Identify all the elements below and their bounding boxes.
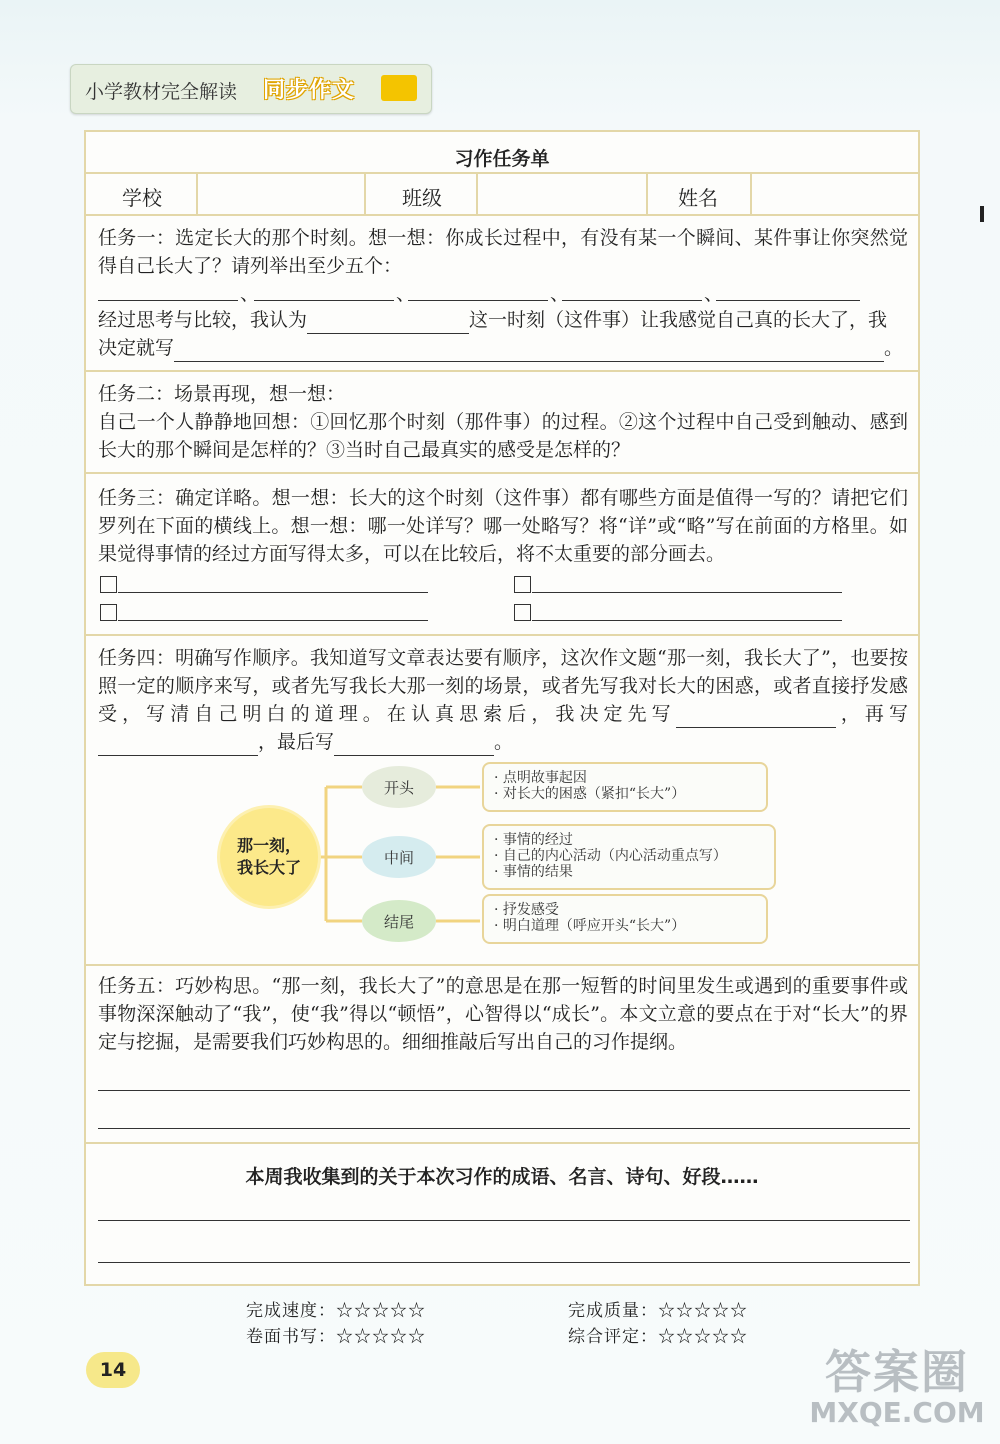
page-number: 14 xyxy=(86,1352,140,1388)
mindmap-node-middle: 中间 xyxy=(362,836,436,878)
task5-text: 任务五：巧妙构思。“那一刻，我长大了”的意思是在那一短暂的时间里发生或遇到的重要事件或事物深深触动了“我”，使“我”得以“顿悟”，心智得以“成长”。本文立意的要点在于对“长大”的界定与挖掘，是需要我们巧妙构思的。细细推敲后写出自己的习作提纲。 xyxy=(98,975,908,1053)
task4-body: 任务四：明确写作顺序。我知道写文章表达要有顺序，这次作文题“那一刻，我长大了”，也要按照一定的顺序来写，或者先写我长大那一刻的场景，或者先写我对长大的困惑，或者直接抒发感受，写清自己明白的道理。在认真思索后，我决定先写 xyxy=(98,647,908,725)
divider xyxy=(750,172,752,214)
watermark xyxy=(802,1346,992,1436)
answer-line[interactable] xyxy=(98,300,238,301)
root-line2: 我长大了 xyxy=(236,858,301,877)
rating-writing: 卷面书写：☆☆☆☆☆ xyxy=(246,1327,426,1347)
task1-choice-line xyxy=(98,306,908,334)
task1-text: 任务一：选定长大的那个时刻。想一想：你成长过程中，有没有某一个瞬间、某件事让你突然觉得自己长大了？请列举出至少五个： xyxy=(98,227,908,277)
answer-line[interactable] xyxy=(532,620,842,621)
mindmap-box-start xyxy=(482,762,768,812)
detail-checkbox[interactable] xyxy=(514,576,531,593)
divider xyxy=(86,472,918,474)
answer-line[interactable] xyxy=(118,592,428,593)
mindmap-item: · 对长大的困惑（紧扣“长大”） xyxy=(494,786,686,802)
divider xyxy=(196,172,198,214)
task1-choice-suffix: 这一时刻（这件事）让我感觉自己真的长大了，我 xyxy=(469,309,888,331)
sheet-title: 习作任务单 xyxy=(454,148,550,170)
rating-overall: 综合评定：☆☆☆☆☆ xyxy=(568,1327,748,1347)
answer-line[interactable] xyxy=(254,300,394,301)
detail-checkbox[interactable] xyxy=(100,576,117,593)
separator: 、 xyxy=(704,283,724,305)
task4-text xyxy=(98,644,908,756)
mindmap-item: · 点明故事起因 xyxy=(494,770,587,786)
answer-line[interactable] xyxy=(98,1128,910,1129)
answer-line[interactable] xyxy=(98,1090,910,1091)
divider xyxy=(364,172,366,214)
divider xyxy=(86,634,918,636)
divider xyxy=(86,370,918,372)
answer-line[interactable] xyxy=(532,592,842,593)
task1-decide-prefix: 决定就写 xyxy=(98,337,175,359)
mindmap-item: · 事情的结果 xyxy=(494,864,573,880)
separator: 、 xyxy=(240,283,260,305)
divider xyxy=(86,1142,918,1144)
mindmap-root xyxy=(220,808,318,906)
task4-end-prefix: ，最后写 xyxy=(258,731,335,753)
mindmap-box-middle xyxy=(482,824,776,890)
answer-blank[interactable] xyxy=(676,705,836,728)
divider xyxy=(646,172,648,214)
mindmap-item: · 明白道理（呼应开头“长大”） xyxy=(494,918,686,934)
mindmap-item: · 抒发感受 xyxy=(494,902,559,918)
divider xyxy=(476,172,478,214)
rating-quality: 完成质量：☆☆☆☆☆ xyxy=(568,1301,748,1321)
detail-checkbox[interactable] xyxy=(514,604,531,621)
task1-decide-line xyxy=(98,334,908,362)
edge-mark xyxy=(980,206,994,222)
root-line1: 那一刻， xyxy=(236,836,301,855)
answer-line[interactable] xyxy=(408,300,548,301)
task3-text: 任务三：确定详略。想一想：长大的这个时刻（这件事）都有哪些方面是值得一写的？请把它们罗列在下面的横线上。想一想：哪一处详写？哪一处略写？将“详”或“略”写在前面的方格里。如果觉得事情的经过方面写得太多，可以在比较后，将不太重要的部分画去。 xyxy=(98,487,908,565)
header-tab xyxy=(70,64,432,114)
mindmap-node-end: 结尾 xyxy=(362,900,436,942)
task4-mid: ，再写 xyxy=(835,703,908,725)
school-label: 学校 xyxy=(122,186,162,210)
answer-line[interactable] xyxy=(98,1220,910,1221)
separator: 、 xyxy=(550,283,570,305)
mindmap-item: · 自己的内心活动（内心活动重点写） xyxy=(494,848,727,864)
name-label: 姓名 xyxy=(678,186,718,210)
answer-blank[interactable] xyxy=(307,311,469,334)
task-sheet xyxy=(84,130,920,1286)
answer-line[interactable] xyxy=(716,300,860,301)
answer-blank[interactable] xyxy=(334,733,494,756)
divider xyxy=(86,214,918,216)
series-title: 小学教材完全解读 xyxy=(85,81,238,103)
divider xyxy=(86,172,918,174)
divider xyxy=(86,964,918,966)
class-label: 班级 xyxy=(402,186,442,210)
answer-blank[interactable] xyxy=(174,339,884,362)
collect-title: 本周我收集到的关于本次习作的成语、名言、诗句、好段…… xyxy=(245,1166,759,1188)
rating-speed: 完成速度：☆☆☆☆☆ xyxy=(246,1301,426,1321)
detail-checkbox[interactable] xyxy=(100,604,117,621)
mindmap-item: · 事情的经过 xyxy=(494,832,573,848)
mindmap-box-end xyxy=(482,894,768,944)
watermark-line1: 答案圈 xyxy=(825,1345,969,1399)
task2-text: 自己一个人静静地回想：①回忆那个时刻（那件事）的过程。②这个过程中自己受到触动、感到长大的那个瞬间是怎样的？③当时自己最真实的感受是怎样的？ xyxy=(98,411,908,461)
separator: 、 xyxy=(396,283,416,305)
answer-line[interactable] xyxy=(118,620,428,621)
task1-decide-end: 。 xyxy=(884,337,904,359)
watermark-line2: MXQE.COM xyxy=(809,1396,985,1429)
mindmap-node-start: 开头 xyxy=(362,766,436,808)
answer-blank[interactable] xyxy=(98,733,258,756)
answer-line[interactable] xyxy=(98,1262,910,1263)
answer-line[interactable] xyxy=(562,300,702,301)
task1-choice-prefix: 经过思考与比较，我认为 xyxy=(98,309,308,331)
task4-end: 。 xyxy=(494,731,514,753)
brand-title: 同步作文 xyxy=(263,78,356,103)
task2-heading: 任务二：场景再现，想一想： xyxy=(98,383,346,405)
brand-block xyxy=(381,75,417,101)
